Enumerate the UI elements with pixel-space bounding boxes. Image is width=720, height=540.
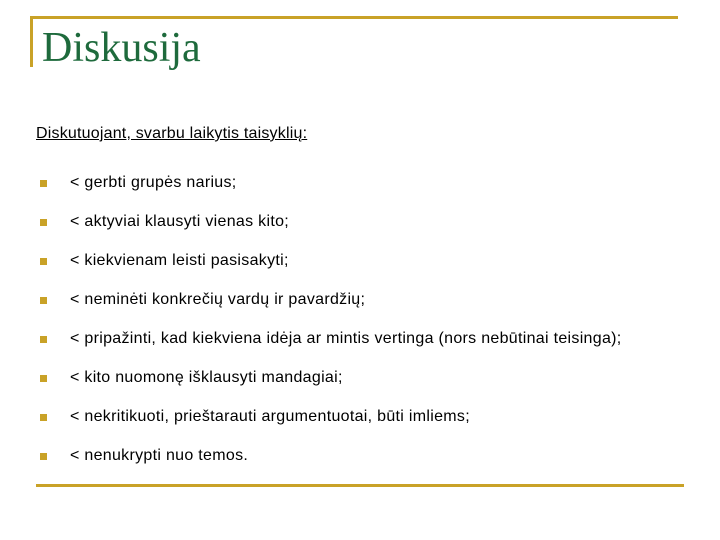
square-bullet-icon (40, 219, 47, 226)
list-item (40, 358, 622, 397)
square-bullet-icon (40, 414, 47, 421)
frame-bottom-line (36, 484, 684, 487)
list-item (40, 280, 622, 319)
list-item-text: < aktyviai klausyti vienas kito; (70, 212, 290, 230)
slide-title: Diskusija (42, 25, 201, 71)
list-item-text: < gerbti grupės narius; (70, 173, 237, 191)
square-bullet-icon (40, 297, 47, 304)
list-item (40, 202, 622, 241)
list-item-text: < kiekvienam leisti pasisakyti; (70, 251, 289, 269)
list-item (40, 163, 622, 202)
list-item-text: < nekritikuoti, prieštarauti argumentuotai, būti imliems; (70, 407, 470, 425)
list-item-text: < nenukrypti nuo temos. (70, 446, 249, 464)
list-item-text: < neminėti konkrečių vardų ir pavardžių; (70, 290, 366, 308)
intro-text: Diskutuojant, svarbu laikytis taisyklių: (36, 125, 308, 142)
list-item (40, 319, 622, 358)
list-item-text: < kito nuomonę išklausyti mandagiai; (70, 368, 343, 386)
square-bullet-icon (40, 453, 47, 460)
frame-left-line (30, 16, 33, 67)
list-item (40, 241, 622, 280)
square-bullet-icon (40, 180, 47, 187)
rules-list (40, 163, 622, 475)
square-bullet-icon (40, 258, 47, 265)
list-item (40, 397, 622, 436)
list-item (40, 436, 622, 475)
square-bullet-icon (40, 336, 47, 343)
square-bullet-icon (40, 375, 47, 382)
list-item-text: < pripažinti, kad kiekviena idėja ar mintis vertinga (nors nebūtinai teisinga); (70, 329, 622, 347)
frame-top-line (30, 16, 678, 19)
